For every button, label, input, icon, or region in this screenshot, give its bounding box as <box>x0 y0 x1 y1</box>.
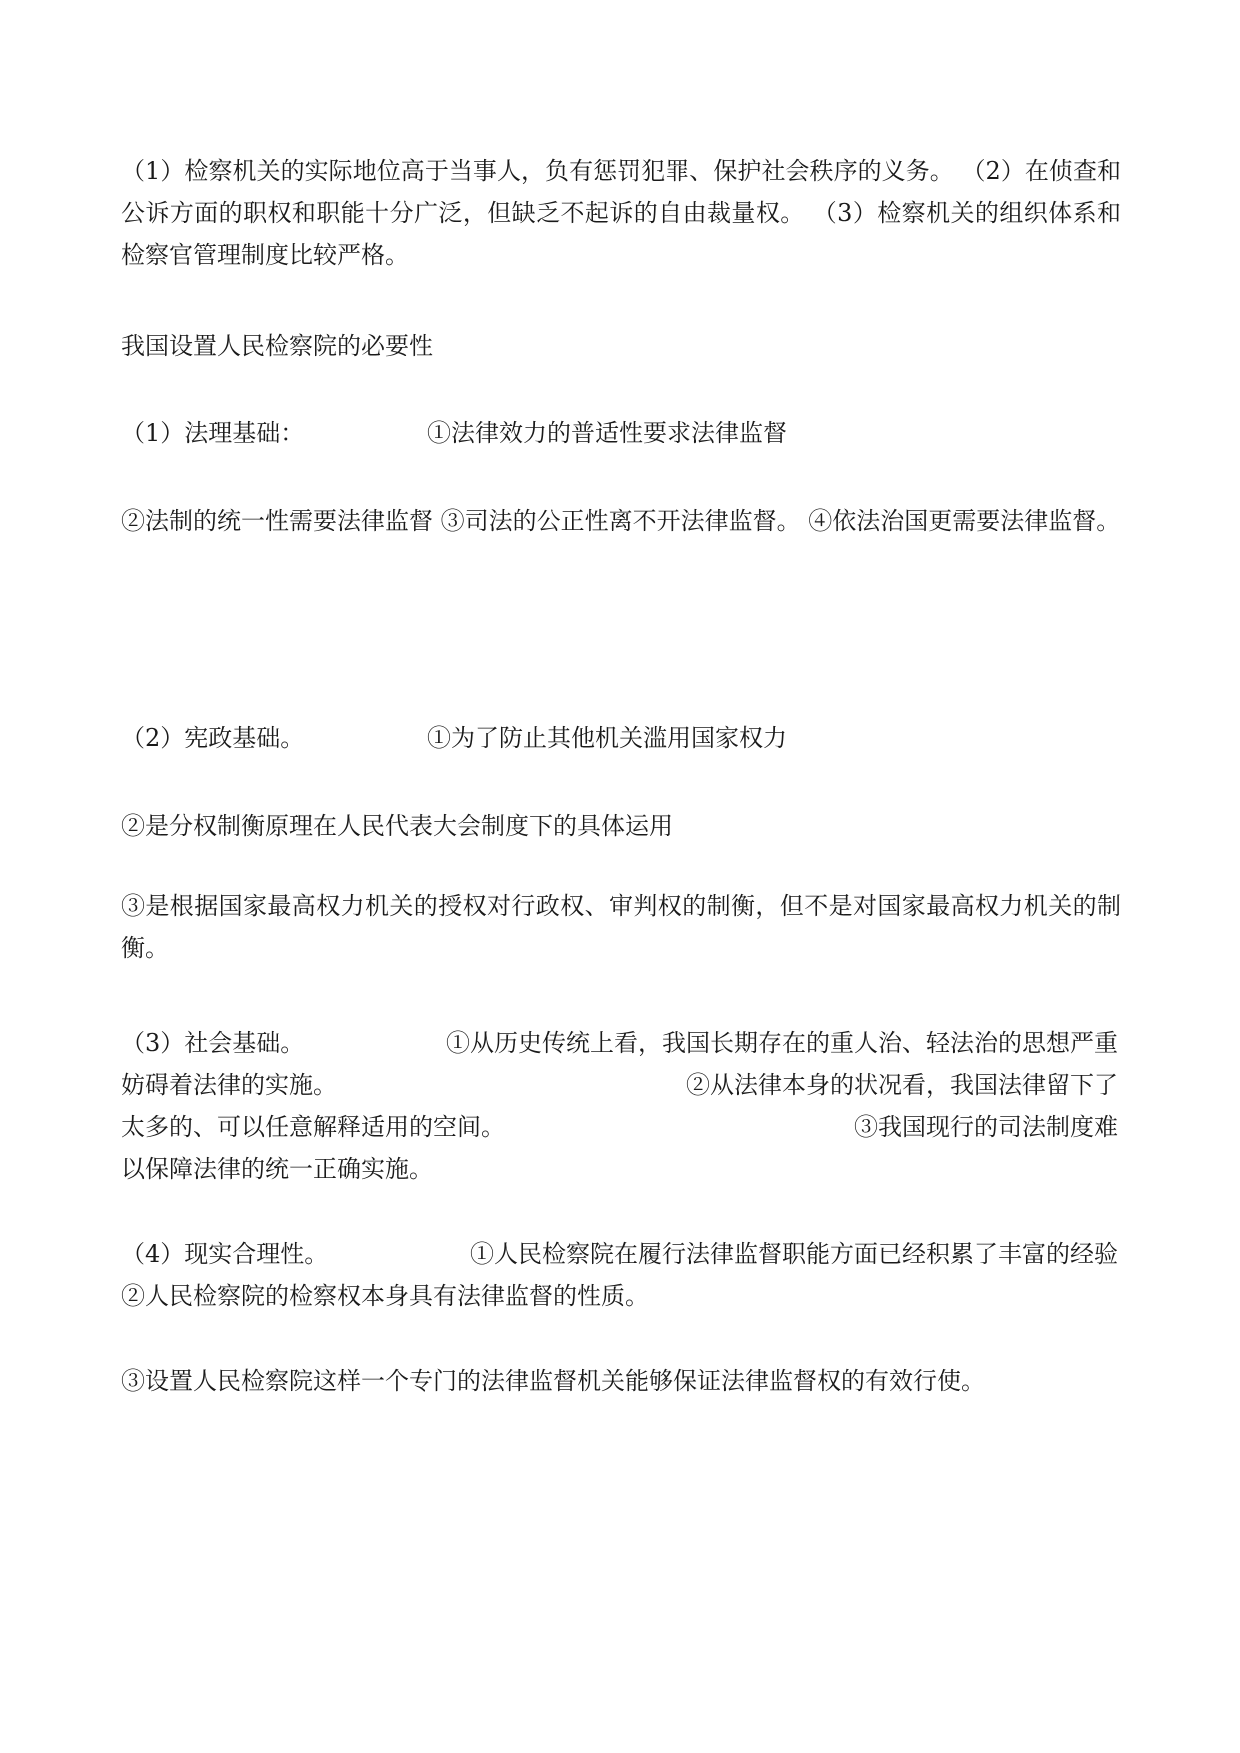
paragraph-prosecution-features: （1）检察机关的实际地位高于当事人，负有惩罚犯罪、保护社会秩序的义务。 （2）在侦查和公诉方面的职权和职能十分广泛，但缺乏不起诉的自由裁量权。 （3）检察机关的组织体系和检察官管理制度比较严格。 <box>121 157 1121 269</box>
legal-basis-label: （1）法理基础： <box>121 419 305 447</box>
practical-item-1: ①人民检察院在履行法律监督职能方面已经积累了丰富的经验 <box>470 1240 1118 1268</box>
constitutional-basis-item-1: ①为了防止其他机关滥用国家权力 <box>427 724 787 752</box>
social-basis-item-2-line-2: 太多的、可以任意解释适用的空间。 <box>121 1113 505 1141</box>
social-basis-item-3-line-2: 以保障法律的统一正确实施。 <box>121 1155 433 1183</box>
legal-basis-items: ②法制的统一性需要法律监督 ③司法的公正性离不开法律监督。 ④依法治国更需要法律监督。 <box>121 507 1121 535</box>
practical-item-3: ③设置人民检察院这样一个专门的法律监督机关能够保证法律监督权的有效行使。 <box>121 1367 985 1395</box>
social-basis-label: （3）社会基础。 <box>121 1029 305 1057</box>
social-basis-item-2-line-1: ②从法律本身的状况看，我国法律留下了 <box>686 1071 1118 1099</box>
social-basis-item-1-line-1: ①从历史传统上看，我国长期存在的重人治、轻法治的思想严重 <box>446 1029 1118 1057</box>
constitutional-basis-item-3: ③是根据国家最高权力机关的授权对行政权、审判权的制衡，但不是对国家最高权力机关的制衡。 <box>121 892 1121 962</box>
practical-label: （4）现实合理性。 <box>121 1240 329 1268</box>
legal-basis-item-1: ①法律效力的普适性要求法律监督 <box>427 419 787 447</box>
constitutional-basis-label: （2）宪政基础。 <box>121 724 305 752</box>
practical-item-2: ②人民检察院的检察权本身具有法律监督的性质。 <box>121 1282 649 1310</box>
social-basis-item-3-line-1: ③我国现行的司法制度难 <box>854 1113 1118 1141</box>
section-heading: 我国设置人民检察院的必要性 <box>121 332 433 360</box>
constitutional-basis-item-2: ②是分权制衡原理在人民代表大会制度下的具体运用 <box>121 812 673 840</box>
social-basis-item-1-line-2: 妨碍着法律的实施。 <box>121 1071 337 1099</box>
